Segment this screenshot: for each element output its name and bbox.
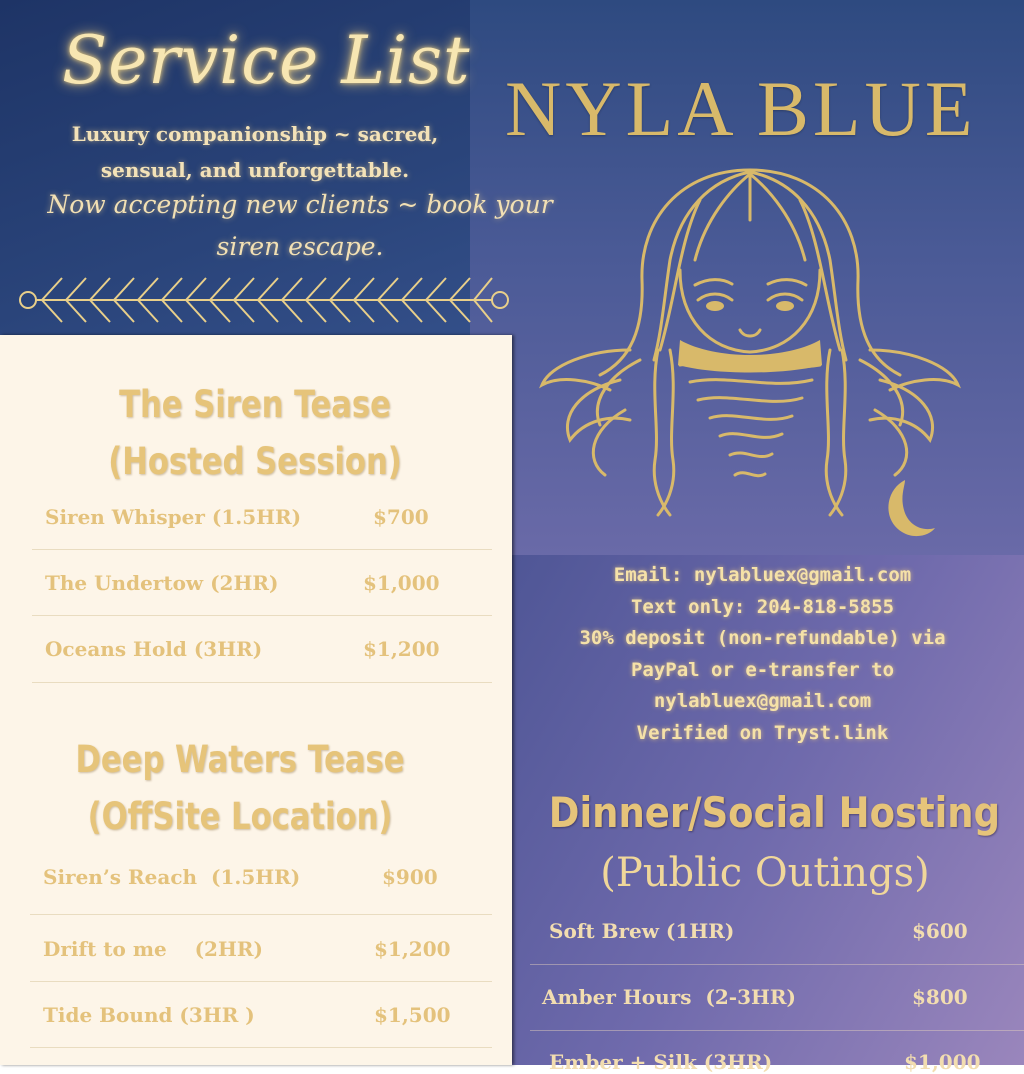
contact-payment: PayPal or e-transfer to xyxy=(630,658,895,681)
divider xyxy=(30,914,492,915)
divider xyxy=(30,1047,492,1048)
service-price: $1,500 xyxy=(374,1003,451,1027)
divider xyxy=(530,964,1024,965)
deep-waters-heading-line1: Deep Waters Tease xyxy=(75,738,405,781)
contact-email[interactable]: Email: nylabluex@gmail.com xyxy=(613,564,912,586)
service-price: $1,200 xyxy=(374,937,451,961)
siren-tease-heading-line1: The Siren Tease xyxy=(119,383,391,426)
dinner-heading: Dinner/Social Hosting xyxy=(548,788,1001,837)
divider xyxy=(32,682,492,683)
siren-tease-heading xyxy=(43,376,466,490)
contact-info xyxy=(520,560,1005,749)
service-price: $800 xyxy=(912,985,968,1009)
service-name: Siren Whisper (1.5HR) xyxy=(45,505,302,529)
contact-deposit: 30% deposit (non-refundable) via xyxy=(579,627,946,649)
page-title: Service List xyxy=(62,22,471,99)
siren-tease-heading-line2: (Hosted Session) xyxy=(108,440,402,483)
brand-name: NYLA BLUE xyxy=(505,65,977,152)
dinner-subheading: (Public Outings) xyxy=(600,850,930,896)
service-name: Drift to me (2HR) xyxy=(43,937,263,961)
arrow-divider-icon xyxy=(14,272,514,330)
contact-verified: Verified on Tryst.link xyxy=(636,721,889,744)
divider xyxy=(530,1030,1024,1031)
divider xyxy=(32,549,492,550)
contact-phone[interactable]: Text only: 204-818-5855 xyxy=(630,595,895,618)
service-name: Oceans Hold (3HR) xyxy=(45,637,263,661)
deep-waters-heading-line2: (OffSite Location) xyxy=(87,795,393,838)
deep-waters-heading xyxy=(28,731,451,845)
divider xyxy=(30,981,492,982)
service-price: $700 xyxy=(373,505,429,529)
service-price: $900 xyxy=(382,865,438,889)
accepting-clients-text: Now accepting new clients ~ book your siren escape. xyxy=(47,190,553,261)
service-price: $600 xyxy=(912,919,968,943)
service-price: $1,000 xyxy=(363,571,440,595)
divider xyxy=(32,615,492,616)
service-name: Siren’s Reach (1.5HR) xyxy=(43,865,301,889)
service-name: Ember + Silk (3HR) xyxy=(549,1050,773,1074)
contact-email-etransfer[interactable]: nylabluex@gmail.com xyxy=(653,690,872,712)
service-name: Amber Hours (2-3HR) xyxy=(542,985,796,1009)
siren-portrait-icon xyxy=(530,160,970,550)
service-name: Tide Bound (3HR ) xyxy=(43,1003,255,1027)
service-price: $1,000 xyxy=(904,1050,981,1074)
service-price: $1,200 xyxy=(363,637,440,661)
tagline: Luxury companionship ~ sacred, sensual, and unforgettable. xyxy=(71,122,439,182)
service-name: The Undertow (2HR) xyxy=(45,571,279,595)
service-name: Soft Brew (1HR) xyxy=(549,919,735,943)
